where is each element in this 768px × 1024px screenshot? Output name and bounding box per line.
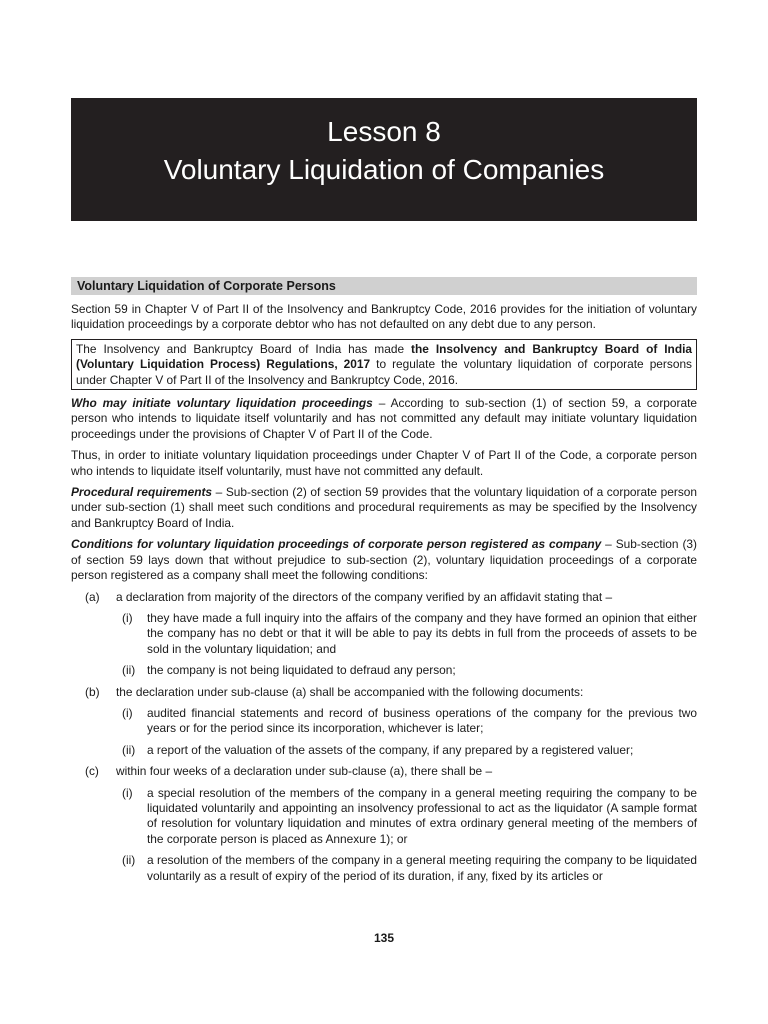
page-content <box>71 277 697 890</box>
conditions-heading: Conditions for voluntary liquidation proceedings of corporate person registered as company <box>71 537 602 552</box>
conditions-text: – Sub-section (3) of section 59 lays down that without prejudice to sub-section (2), voluntary liquidation proceedings of a corporate person registered as a company shall meet the following conditions: <box>71 537 697 583</box>
sub-list-item-text: a resolution of the members of the company in a general meeting requiring the company to be liquidated voluntarily as a result of expiry of the period of its duration, if any, fixed by its articles or <box>147 853 697 883</box>
section-heading: Voluntary Liquidation of Corporate Persons <box>71 277 697 295</box>
page-number: 135 <box>373 931 395 945</box>
list-item <box>71 685 697 700</box>
sub-list-item-marker: (i) <box>122 705 133 720</box>
sub-list-item <box>71 743 697 758</box>
list-item <box>71 590 697 605</box>
procedural-heading: Procedural requirements <box>71 485 213 500</box>
sub-list-item-marker: (i) <box>122 610 133 625</box>
who-may-initiate-heading: Who may initiate voluntary liquidation proceedings <box>71 396 373 411</box>
boxed-note <box>71 339 697 390</box>
boxed-note-regulations: the Insolvency and Bankruptcy Board of India (Voluntary Liquidation Process) Regulations, 2017 <box>76 341 692 372</box>
sub-list-item <box>71 853 697 884</box>
list-item-text: the declaration under sub-clause (a) shall be accompanied with the following documents: <box>116 684 584 699</box>
procedural-paragraph <box>71 485 697 531</box>
sub-list-item-text: they have made a full inquiry into the affairs of the company and they have formed an opinion that either the company has no debt or that it will be able to pay its debts in full from the proceeds of assets to be sold in the voluntary liquidation; and <box>147 610 697 656</box>
sub-list-item <box>71 611 697 657</box>
sub-list-item-marker: (ii) <box>122 853 136 868</box>
sub-list-item <box>71 706 697 737</box>
intro-paragraph: Section 59 in Chapter V of Part II of the Insolvency and Bankruptcy Code, 2016 provides for the initiation of voluntary liquidation proceedings by a corporate debtor who has not defaulted on any debt due to any person. <box>71 302 697 332</box>
procedural-text: – Sub-section (2) of section 59 provides that the voluntary liquidation of a corporate person under sub-section (1) shall meet such conditions and procedural requirements as may be specified by the Insolvency and Bankruptcy Board of India. <box>71 485 697 530</box>
sub-list-item <box>71 663 697 678</box>
lesson-title: Voluntary Liquidation of Companies <box>163 154 605 185</box>
sub-list-item-marker: (ii) <box>122 742 136 757</box>
sub-list-item-text: the company is not being liquidated to defraud any person; <box>147 663 456 678</box>
sub-list-item <box>71 786 697 848</box>
thus-paragraph: Thus, in order to initiate voluntary liquidation proceedings under Chapter V of Part II of the Code, a corporate person who intends to liquidate itself voluntarily, must have not committed any default. <box>71 448 697 478</box>
lesson-title-banner <box>71 98 697 221</box>
lesson-number: Lesson 8 <box>327 116 441 147</box>
conditions-paragraph <box>71 537 697 583</box>
list-item <box>71 764 697 779</box>
sub-list-item-text: a special resolution of the members of the company in a general meeting requiring the company to be liquidated voluntarily and appointing an insolvency professional to act as the liquidator (A sample format of resolution for voluntary liquidation and minutes of extra ordinary general meeting of the members of the corporate person is placed as Annexure 1); or <box>147 785 697 846</box>
list-item-text: a declaration from majority of the directors of the company verified by an affidavit stating that – <box>116 589 613 604</box>
list-item-marker: (c) <box>85 764 99 779</box>
sub-list-item-marker: (ii) <box>122 663 136 678</box>
sub-list-item-text: a report of the valuation of the assets of the company, if any prepared by a registered valuer; <box>147 742 634 757</box>
boxed-note-post: to regulate the voluntary liquidation of corporate persons under Chapter V of Part II of the Insolvency and Bankruptcy Code, 2016. <box>76 357 692 387</box>
who-may-initiate-text: – According to sub-section (1) of section 59, a corporate person who intends to liquidate itself voluntarily and has not committed any default may initiate voluntary liquidation proceedings under the provisions of Chapter V of Part II of the Code. <box>71 396 697 441</box>
list-item-marker: (a) <box>85 589 100 604</box>
sub-list-item-marker: (i) <box>122 785 133 800</box>
list-item-text: within four weeks of a declaration under sub-clause (a), there shall be – <box>116 764 493 779</box>
sub-list-item-text: audited financial statements and record of business operations of the company for the previous two years or for the period since its incorporation, whichever is later; <box>147 705 697 736</box>
boxed-note-pre: The Insolvency and Bankruptcy Board of India has made <box>76 341 412 356</box>
who-may-initiate-paragraph <box>71 396 697 442</box>
list-item-marker: (b) <box>85 684 100 699</box>
